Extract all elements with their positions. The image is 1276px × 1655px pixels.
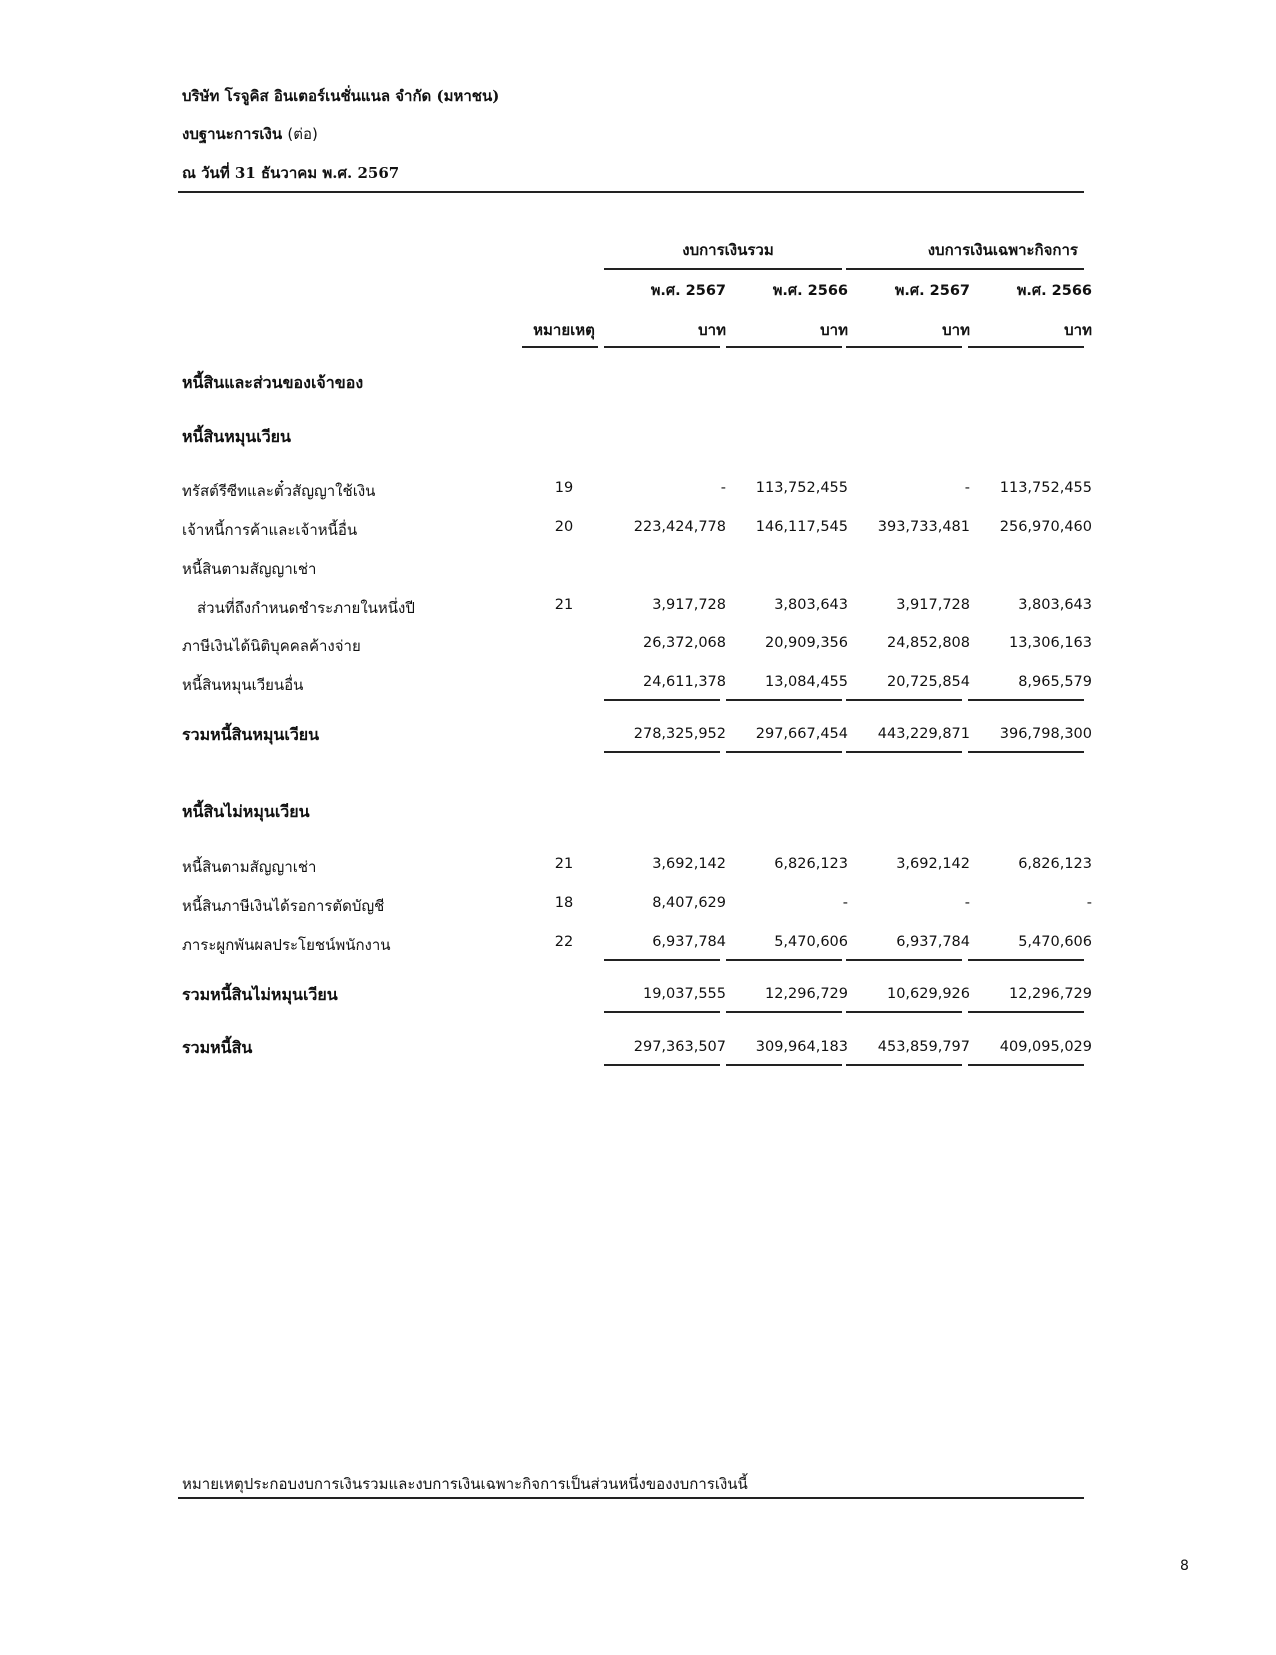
col-year-1: พ.ศ. 2567: [650, 283, 726, 299]
total-liabilities-bottomline-4: [968, 1064, 1084, 1066]
total-noncurrent-topline-1: [604, 959, 720, 961]
row-label: รวมหนี้สินหมุนเวียน: [182, 725, 320, 744]
row-value: 146,117,545: [755, 519, 848, 535]
row-value: 5,470,606: [774, 934, 848, 950]
note-header: หมายเหตุ: [533, 321, 595, 339]
row-label: ภาษีเงินได้นิติบุคคลค้างจ่าย: [182, 637, 361, 655]
as-of-date: ณ วันที่ 31 ธันวาคม พ.ศ. 2567: [182, 164, 400, 182]
row-label: หนี้สินตามสัญญาเช่า: [182, 858, 317, 876]
row-label: ทรัสต์รีซีทและตั๋วสัญญาใช้เงิน: [182, 482, 376, 500]
row-value: 26,372,068: [642, 635, 726, 651]
row-label: เจ้าหนี้การค้าและเจ้าหนี้อื่น: [182, 521, 358, 539]
row-value: 393,733,481: [877, 519, 970, 535]
unit-underline-4: [968, 346, 1084, 348]
row-value: 297,363,507: [633, 1039, 726, 1055]
row-value: 13,084,455: [764, 674, 848, 690]
row-value: 278,325,952: [633, 726, 726, 742]
row-value: 13,306,163: [1008, 635, 1092, 651]
total-current-bottomline-4: [968, 751, 1084, 753]
row-value: 443,229,871: [877, 726, 970, 742]
row-value: 113,752,455: [755, 480, 848, 496]
row-value: -: [964, 895, 970, 911]
total-liabilities-bottomline-2: [726, 1064, 842, 1066]
total-current-bottomline-2: [726, 751, 842, 753]
row-note: 21: [554, 856, 574, 872]
row-note: 18: [554, 895, 574, 911]
total-liabilities-bottomline-1: [604, 1064, 720, 1066]
total-current-topline-1: [604, 699, 720, 701]
row-value: 3,803,643: [774, 597, 848, 613]
row-value: -: [720, 480, 726, 496]
row-note: 22: [554, 934, 574, 950]
col-year-2: พ.ศ. 2566: [772, 283, 848, 299]
row-value: 8,965,579: [1018, 674, 1092, 690]
company-name: บริษัท โรจูคิส อินเตอร์เนชั่นแนล จำกัด (มหาชน): [182, 87, 500, 105]
section-liabilities-equity: หนี้สินและส่วนของเจ้าของ: [182, 373, 364, 392]
total-noncurrent-bottomline-2: [726, 1011, 842, 1013]
row-value: 297,667,454: [755, 726, 848, 742]
row-value: 24,852,808: [886, 635, 970, 651]
row-label: หนี้สินภาษีเงินได้รอการตัดบัญชี: [182, 897, 385, 915]
total-noncurrent-bottomline-4: [968, 1011, 1084, 1013]
row-value: 19,037,555: [642, 986, 726, 1002]
statement-title-main: งบฐานะการเงิน: [182, 125, 283, 143]
row-note: 21: [554, 597, 574, 613]
row-value: -: [842, 895, 848, 911]
unit-2: บาท: [820, 321, 848, 339]
row-value: 8,407,629: [652, 895, 726, 911]
row-value: -: [964, 480, 970, 496]
col-year-4: พ.ศ. 2566: [1016, 283, 1092, 299]
section-non-current: หนี้สินไม่หมุนเวียน: [182, 802, 310, 821]
total-current-topline-3: [846, 699, 962, 701]
row-value: 10,629,926: [886, 986, 970, 1002]
col-year-3: พ.ศ. 2567: [894, 283, 970, 299]
group-consolidated-underline: [604, 268, 842, 270]
total-noncurrent-topline-3: [846, 959, 962, 961]
row-value: 409,095,029: [999, 1039, 1092, 1055]
unit-underline-3: [846, 346, 962, 348]
unit-4: บาท: [1064, 321, 1092, 339]
row-value: 24,611,378: [642, 674, 726, 690]
row-label: ส่วนที่ถึงกำหนดชำระภายในหนึ่งปี: [197, 599, 415, 617]
row-value: 6,826,123: [774, 856, 848, 872]
group-consolidated: งบการเงินรวม: [682, 241, 774, 259]
total-liabilities-bottomline-3: [846, 1064, 962, 1066]
row-label: รวมหนี้สิน: [182, 1038, 253, 1057]
row-value: 5,470,606: [1018, 934, 1092, 950]
unit-underline-2: [726, 346, 842, 348]
unit-1: บาท: [698, 321, 726, 339]
row-value: -: [1086, 895, 1092, 911]
total-noncurrent-bottomline-1: [604, 1011, 720, 1013]
row-value: 12,296,729: [1008, 986, 1092, 1002]
header-rule: [178, 191, 1084, 193]
total-current-topline-2: [726, 699, 842, 701]
row-value: 309,964,183: [755, 1039, 848, 1055]
note-underline: [522, 346, 598, 348]
unit-underline-1: [604, 346, 720, 348]
row-value: 6,937,784: [652, 934, 726, 950]
total-current-bottomline-1: [604, 751, 720, 753]
row-note: 19: [554, 480, 574, 496]
row-value: 223,424,778: [633, 519, 726, 535]
section-current: หนี้สินหมุนเวียน: [182, 427, 291, 446]
row-value: 3,917,728: [652, 597, 726, 613]
row-label: หนี้สินตามสัญญาเช่า: [182, 560, 317, 578]
total-current-bottomline-3: [846, 751, 962, 753]
row-value: 3,803,643: [1018, 597, 1092, 613]
row-value: 113,752,455: [999, 480, 1092, 496]
group-separate: งบการเงินเฉพาะกิจการ: [927, 241, 1078, 259]
row-note: 20: [554, 519, 574, 535]
row-label: รวมหนี้สินไม่หมุนเวียน: [182, 985, 338, 1004]
page-number: 8: [1180, 1558, 1189, 1574]
row-value: 12,296,729: [764, 986, 848, 1002]
row-value: 396,798,300: [999, 726, 1092, 742]
statement-title-suffix: (ต่อ): [287, 125, 318, 143]
row-value: 3,692,142: [896, 856, 970, 872]
group-separate-underline: [846, 268, 1084, 270]
row-value: 453,859,797: [877, 1039, 970, 1055]
row-label: ภาระผูกพันผลประโยชน์พนักงาน: [182, 936, 391, 954]
row-value: 3,692,142: [652, 856, 726, 872]
unit-3: บาท: [942, 321, 970, 339]
row-value: 3,917,728: [896, 597, 970, 613]
row-value: 6,937,784: [896, 934, 970, 950]
row-label: หนี้สินหมุนเวียนอื่น: [182, 676, 304, 694]
row-value: 256,970,460: [999, 519, 1092, 535]
row-value: 20,909,356: [764, 635, 848, 651]
row-value: 20,725,854: [886, 674, 970, 690]
total-current-topline-4: [968, 699, 1084, 701]
total-noncurrent-topline-2: [726, 959, 842, 961]
statement-title: [182, 122, 318, 146]
footer-note: หมายเหตุประกอบงบการเงินรวมและงบการเงินเฉพาะกิจการเป็นส่วนหนึ่งของงบการเงินนี้: [182, 1475, 748, 1493]
total-noncurrent-topline-4: [968, 959, 1084, 961]
total-noncurrent-bottomline-3: [846, 1011, 962, 1013]
footer-rule: [178, 1497, 1084, 1499]
row-value: 6,826,123: [1018, 856, 1092, 872]
